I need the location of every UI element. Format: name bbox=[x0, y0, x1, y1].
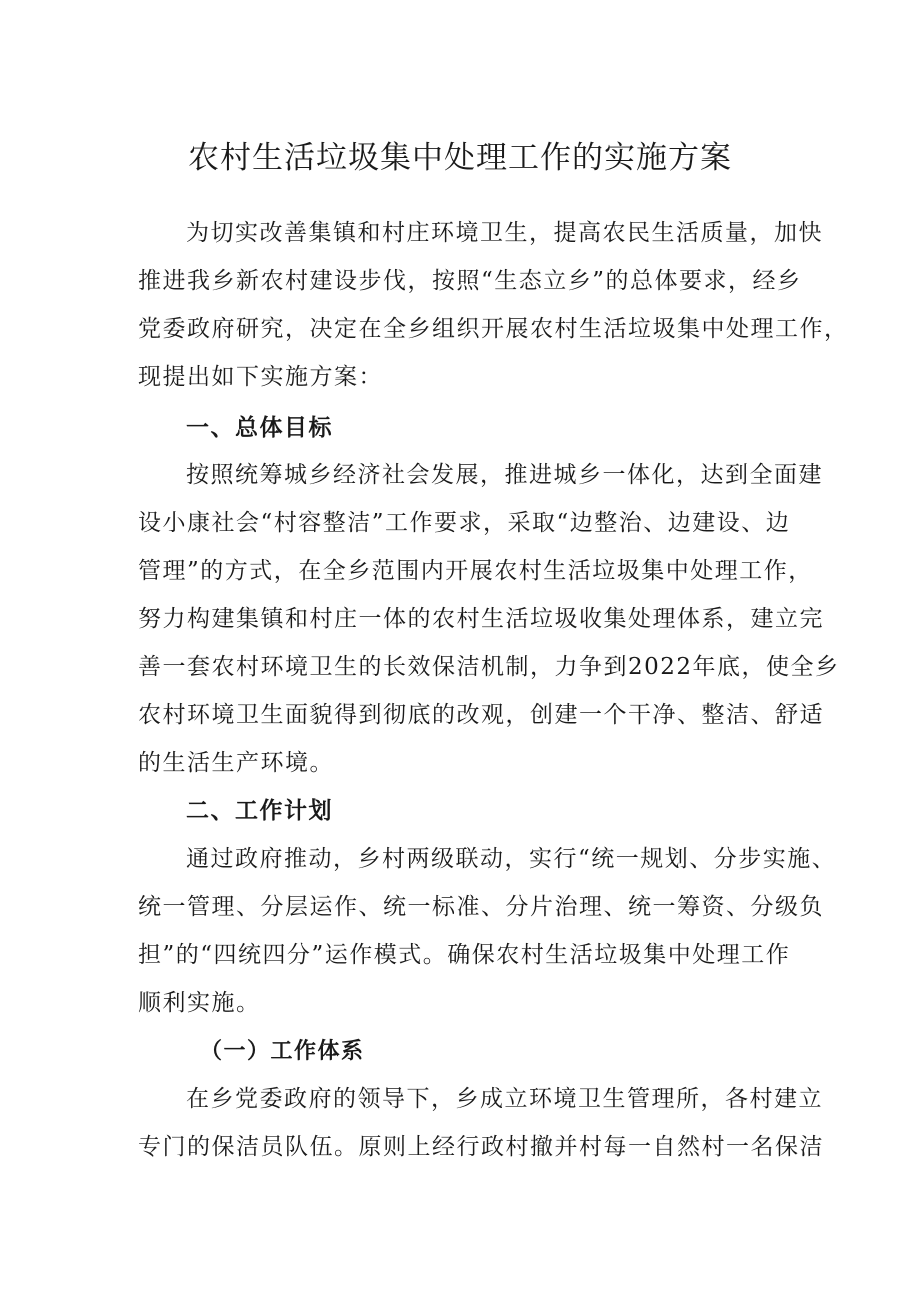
text-line: 努力构建集镇和村庄一体的农村生活垃圾收集处理体系，建立完 bbox=[138, 606, 824, 632]
text-line: 善一套农村环境卫生的长效保洁机制，力争到2022年底，使全乡 bbox=[138, 654, 840, 680]
text-line: 统一管理、分层运作、统一标准、分片治理、统一筹资、分级负 bbox=[138, 894, 824, 920]
document-title: 农村生活垃圾集中处理工作的实施方案 bbox=[188, 140, 732, 176]
work-system-paragraph bbox=[138, 1075, 824, 1171]
section-heading-work-plan: 二、工作计划 bbox=[186, 798, 333, 824]
section-heading-overall-goal: 一、总体目标 bbox=[186, 415, 333, 441]
text-line: 的生活生产环境。 bbox=[138, 750, 334, 776]
text-line: 农村环境卫生面貌得到彻底的改观，创建一个干净、整洁、舒适 bbox=[138, 702, 824, 728]
text-line: 顺利实施。 bbox=[138, 990, 261, 1016]
text-line: 专门的保洁员队伍。原则上经行政村撤并村每一自然村一名保洁 bbox=[138, 1134, 824, 1160]
text-line: 为切实改善集镇和村庄环境卫生，提高农民生活质量，加快 bbox=[186, 220, 823, 246]
text-line: 在乡党委政府的领导下，乡成立环境卫生管理所，各村建立 bbox=[186, 1086, 823, 1112]
work-plan-paragraph bbox=[138, 835, 837, 1027]
text-line: 推进我乡新农村建设步伐，按照“生态立乡”的总体要求，经乡 bbox=[138, 268, 802, 294]
text-line: 担”的“四统四分”运作模式。确保农村生活垃圾集中处理工作 bbox=[138, 942, 791, 968]
overall-goal-paragraph bbox=[138, 451, 840, 787]
intro-paragraph bbox=[138, 209, 849, 401]
text-line: 现提出如下实施方案： bbox=[138, 364, 383, 390]
subsection-heading-work-system: （一）工作体系 bbox=[200, 1038, 365, 1064]
text-line: 通过政府推动，乡村两级联动，实行“统一规划、分步实施、 bbox=[186, 846, 837, 872]
text-line: 党委政府研究，决定在全乡组织开展农村生活垃圾集中处理工作， bbox=[138, 316, 849, 342]
text-line: 管理”的方式，在全乡范围内开展农村生活垃圾集中处理工作， bbox=[138, 558, 813, 584]
text-line: 按照统筹城乡经济社会发展，推进城乡一体化，达到全面建 bbox=[186, 462, 823, 488]
text-line: 设小康社会“村容整洁”工作要求，采取“边整治、边建设、边 bbox=[138, 510, 791, 536]
